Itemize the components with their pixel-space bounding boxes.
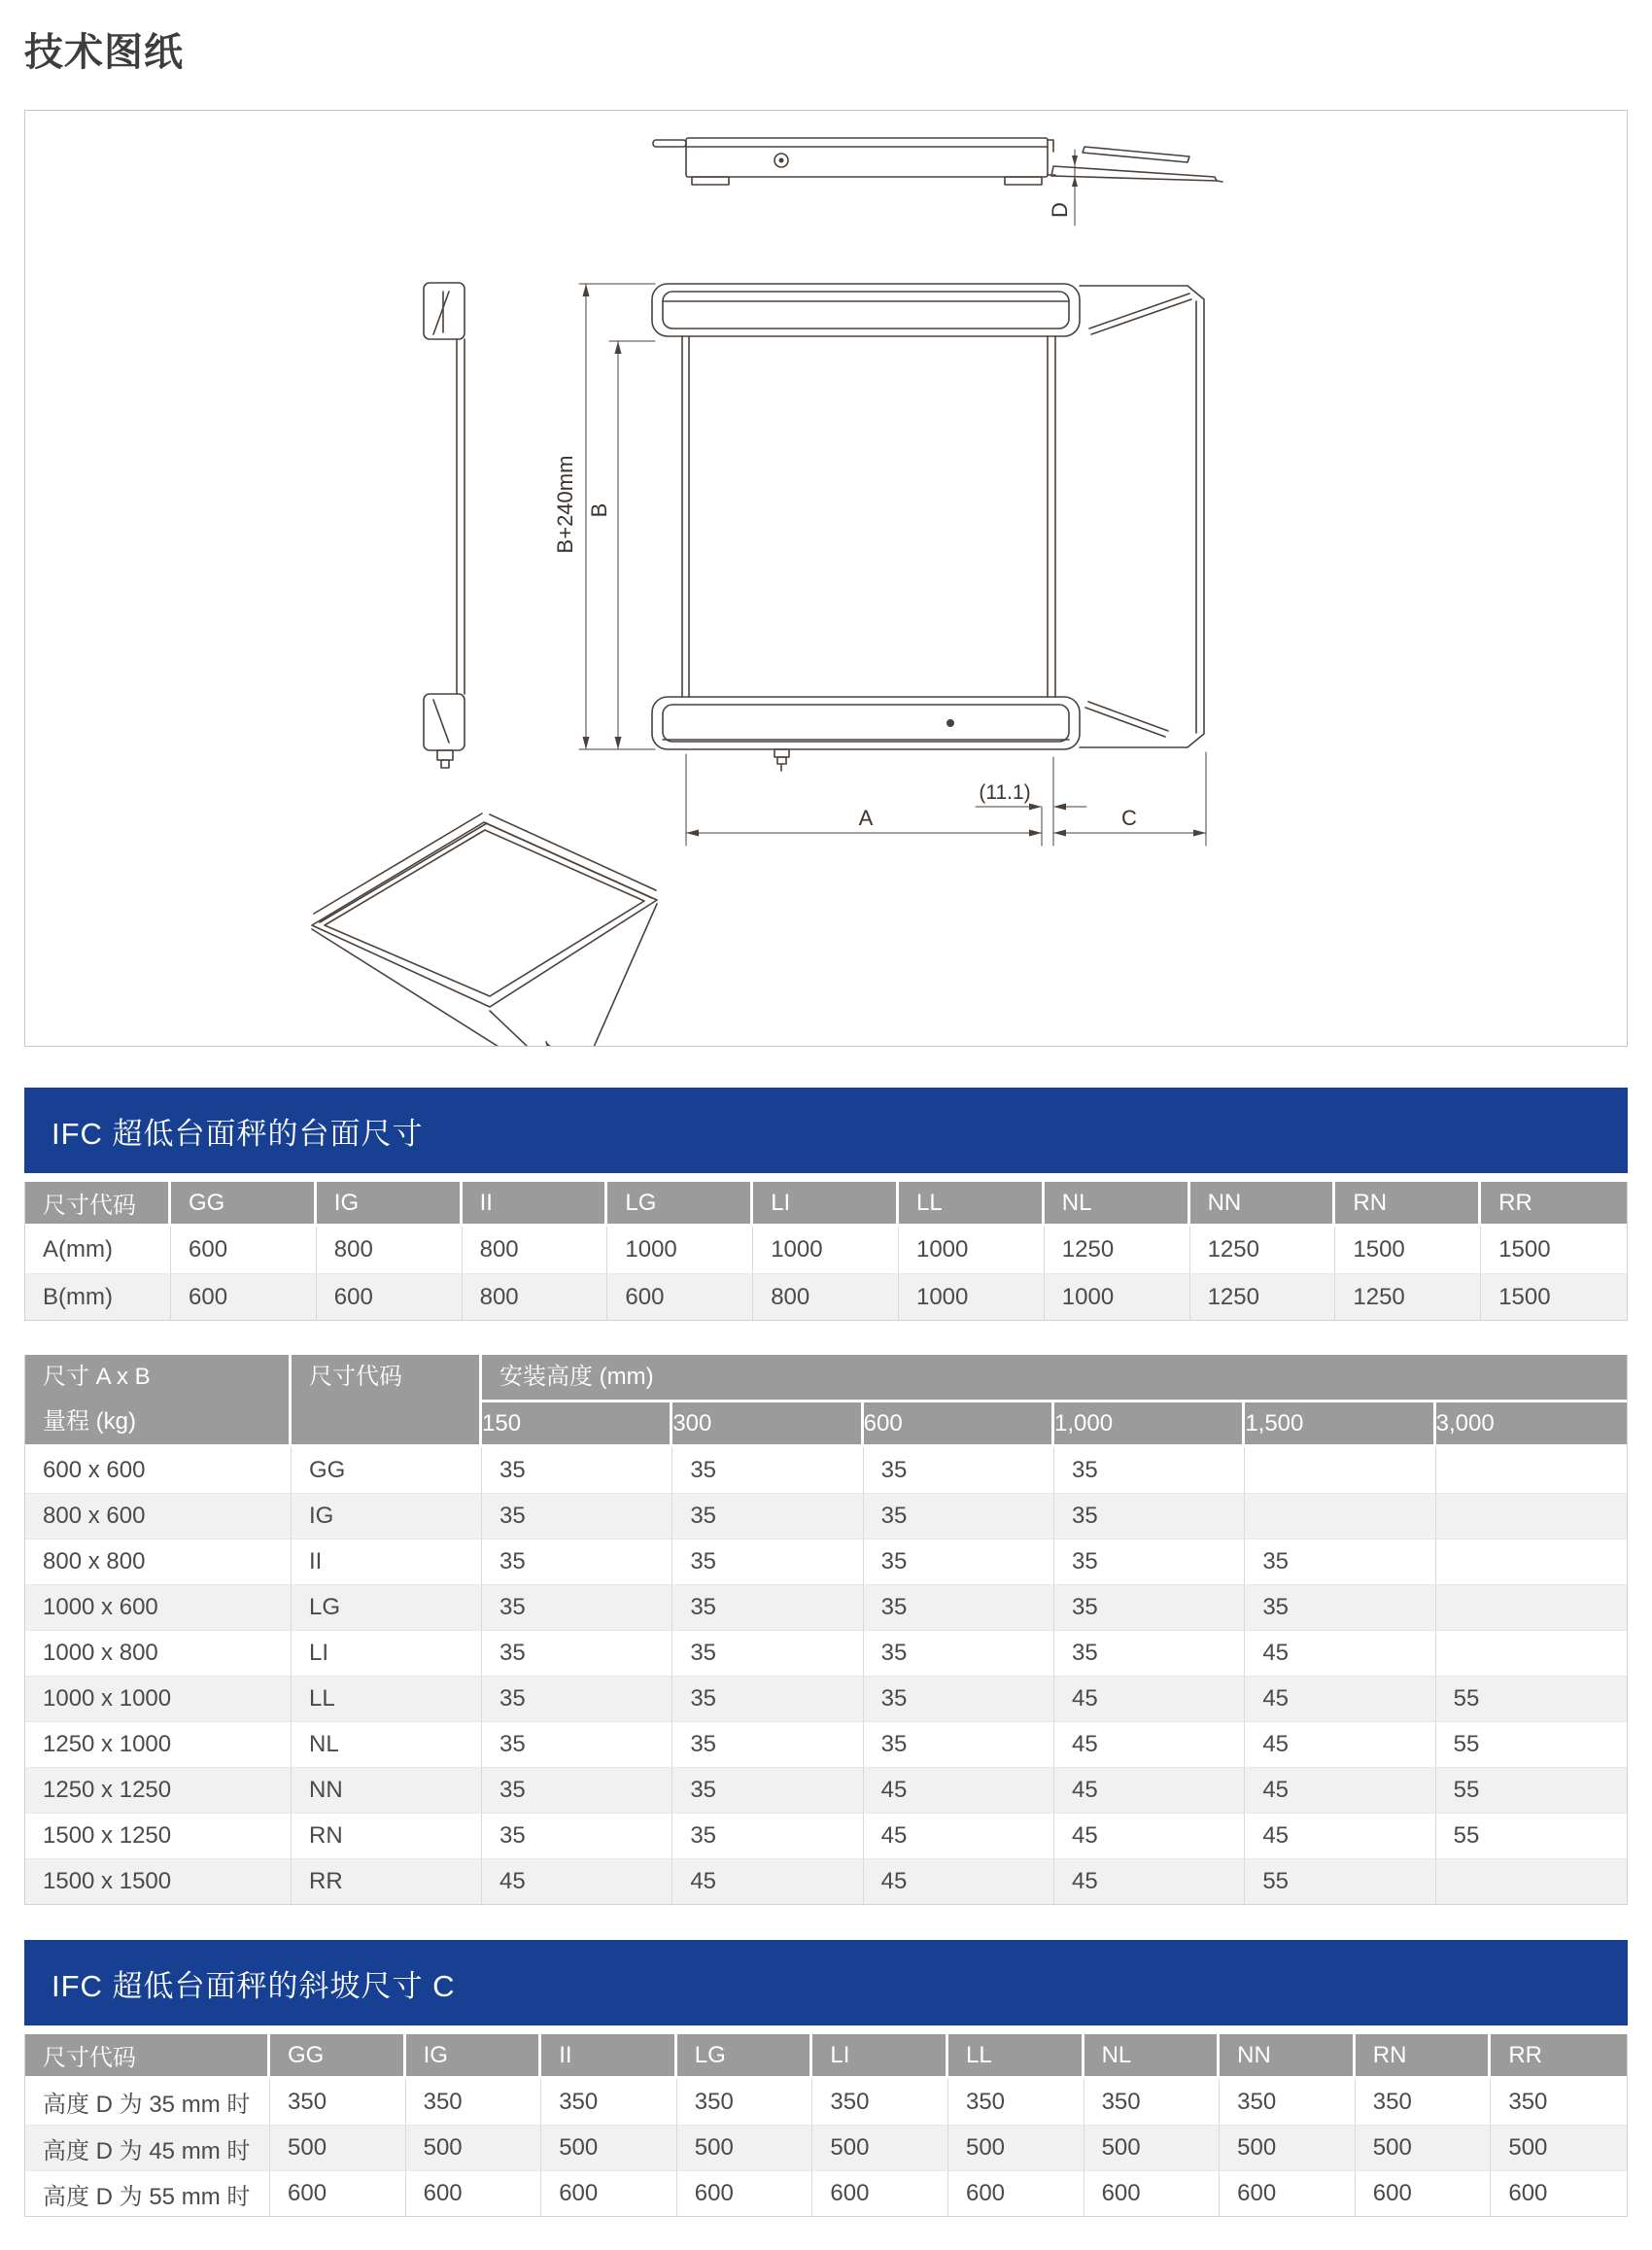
dimension-label-c: C — [1121, 806, 1137, 830]
dimension-label-a: A — [858, 806, 874, 830]
header-code-label: 尺寸代码 — [309, 1364, 402, 1390]
header-cell-LG: LG — [677, 2034, 813, 2079]
technical-drawing-panel — [24, 110, 1628, 1047]
value-cell: 350 — [948, 2079, 1084, 2125]
code-cell: NN — [292, 1767, 482, 1813]
value-cell: 55 — [1436, 1676, 1627, 1721]
platform-dimensions-table-wrap — [24, 1182, 1628, 1321]
value-cell: 1250 — [1335, 1273, 1481, 1320]
value-cell: 1500 — [1498, 1236, 1551, 1263]
value-cell: 55 — [1245, 1858, 1435, 1904]
header-cell-height-600: 600 — [864, 1402, 1054, 1447]
code-cell: LL — [292, 1676, 482, 1721]
dimension-label-offset: (11.1) — [979, 781, 1031, 804]
value-cell: 600 — [317, 1273, 463, 1320]
header-cell-height-1000: 1,000 — [1054, 1402, 1245, 1447]
value-cell: 55 — [1436, 1813, 1627, 1858]
table-row — [25, 1858, 1627, 1904]
value-cell: 800 — [317, 1227, 463, 1273]
value-cell: 45 — [482, 1858, 672, 1904]
table-row — [25, 2125, 1627, 2170]
value-cell: 600 — [171, 1227, 317, 1273]
header-cell-II: II — [541, 2034, 677, 2079]
value-cell — [1436, 1447, 1627, 1493]
value-cell: 1500 — [1481, 1273, 1627, 1320]
value-cell: 600 — [1084, 2170, 1221, 2216]
value-cell: 500 — [1491, 2125, 1627, 2170]
table-row — [25, 2170, 1627, 2216]
dimension-label-d: D — [1048, 202, 1072, 218]
value-cell: 1250 — [1190, 1273, 1336, 1320]
value-cell: 35 — [482, 1767, 672, 1813]
value-cell: 35 — [864, 1676, 1054, 1721]
row-label-cell: 高度 D 为 55 mm 时 — [25, 2170, 270, 2216]
value-cell: 35 — [864, 1584, 1054, 1630]
value-cell: 500 — [677, 2125, 813, 2170]
value-cell: 35 — [482, 1813, 672, 1858]
value-cell: 500 — [1356, 2125, 1492, 2170]
table-row — [25, 1227, 1627, 1273]
header-cell-code: 尺寸代码 — [25, 2034, 270, 2079]
size-cell: 1250 x 1000 — [25, 1721, 292, 1767]
value-cell: 600 — [1491, 2170, 1627, 2216]
code-cell: LI — [292, 1630, 482, 1676]
row-label-cell: 高度 D 为 35 mm 时 — [25, 2079, 270, 2125]
header-cell-size — [25, 1355, 292, 1447]
value-cell: 800 — [463, 1227, 608, 1273]
value-cell: 350 — [1084, 2079, 1221, 2125]
side-view-pin — [653, 140, 686, 147]
table-header-row — [25, 1182, 1627, 1227]
value-cell: 1000 — [899, 1227, 1045, 1273]
value-cell: 45 — [1245, 1676, 1435, 1721]
size-cell: 1000 x 600 — [25, 1584, 292, 1630]
value-cell: 35 — [482, 1676, 672, 1721]
header-cell-NN: NN — [1190, 1182, 1336, 1227]
value-cell: 800 — [753, 1273, 899, 1320]
value-cell: 45 — [864, 1767, 1054, 1813]
header-group-label: 安装高度 (mm) — [499, 1364, 654, 1390]
row-label-cell: A(mm) — [25, 1227, 171, 1273]
value-cell: 45 — [1054, 1721, 1245, 1767]
side-view-foot-right — [1005, 177, 1042, 185]
value-cell: 500 — [1220, 2125, 1356, 2170]
section-title-text: IFC 超低台面秤的斜坡尺寸 C — [52, 1968, 456, 2003]
code-cell: RN — [292, 1813, 482, 1858]
value-cell: 45 — [1054, 1676, 1245, 1721]
value-cell: 350 — [541, 2079, 677, 2125]
value-cell: 35 — [482, 1721, 672, 1767]
value-cell: 35 — [672, 1676, 863, 1721]
ramp-dimensions-table-wrap — [24, 2034, 1628, 2217]
header-cell-LG: LG — [607, 1182, 753, 1227]
technical-drawing — [25, 111, 1627, 1046]
size-cell: 1000 x 1000 — [25, 1676, 292, 1721]
install-height-table-wrap — [24, 1355, 1628, 1905]
value-cell: 35 — [864, 1630, 1054, 1676]
value-cell: 600 — [948, 2170, 1084, 2216]
ramp-dimensions-table — [25, 2034, 1627, 2216]
ramp-lip — [1083, 147, 1189, 162]
table-row — [25, 1493, 1627, 1539]
header-size-label: 尺寸 A x B — [43, 1364, 151, 1390]
value-cell: 55 — [1436, 1721, 1627, 1767]
value-cell: 350 — [1356, 2079, 1492, 2125]
dimension-label-b-plus-240: B+240mm — [553, 455, 577, 554]
value-cell: 600 — [1356, 2170, 1492, 2216]
dimension-label-b: B — [587, 502, 611, 518]
value-cell: 800 — [463, 1273, 608, 1320]
platform-dimensions-table — [25, 1182, 1627, 1320]
value-cell: 45 — [1054, 1858, 1245, 1904]
header-cell-LI: LI — [753, 1182, 899, 1227]
size-cell: 600 x 600 — [25, 1447, 292, 1493]
header-cell-height-300: 300 — [672, 1402, 863, 1447]
value-cell — [1245, 1447, 1435, 1493]
value-cell: 1250 — [1190, 1227, 1336, 1273]
value-cell: 45 — [1245, 1767, 1435, 1813]
code-cell: GG — [292, 1447, 482, 1493]
table-row — [25, 1447, 1627, 1493]
value-cell: 500 — [1084, 2125, 1221, 2170]
value-cell: 350 — [677, 2079, 813, 2125]
size-cell: 1250 x 1250 — [25, 1767, 292, 1813]
value-cell: 35 — [672, 1493, 863, 1539]
ramp-surface — [1051, 166, 1217, 181]
value-cell — [1436, 1584, 1627, 1630]
table-header-row — [25, 2034, 1627, 2079]
header-cell-RR: RR — [1491, 2034, 1627, 2079]
plan-right-frame — [1080, 286, 1204, 747]
header-cell-LL: LL — [899, 1182, 1045, 1227]
page-title: 技术图纸 — [24, 31, 184, 74]
value-cell: 600 — [541, 2170, 677, 2216]
header-cell-code: 尺寸代码 — [25, 1182, 171, 1227]
value-cell: 45 — [1054, 1813, 1245, 1858]
section-title-platform-dimensions — [24, 1088, 1628, 1173]
header-capacity-label: 量程 (kg) — [43, 1408, 136, 1435]
value-cell: 45 — [1054, 1767, 1245, 1813]
code-cell: NL — [292, 1721, 482, 1767]
value-cell: 35 — [672, 1539, 863, 1584]
table-row — [25, 2079, 1627, 2125]
value-cell: 350 — [406, 2079, 542, 2125]
value-cell: 35 — [482, 1493, 672, 1539]
value-cell: 35 — [1054, 1493, 1245, 1539]
size-cell: 800 x 600 — [25, 1493, 292, 1539]
value-cell: 35 — [1245, 1584, 1435, 1630]
value-cell: 1000 — [899, 1273, 1045, 1320]
header-cell-NL: NL — [1084, 2034, 1221, 2079]
value-cell: 35 — [1245, 1539, 1435, 1584]
table-row — [25, 1539, 1627, 1584]
value-cell: 35 — [672, 1767, 863, 1813]
iso-ramp-edge-left — [312, 929, 559, 1046]
value-cell: 600 — [171, 1273, 317, 1320]
value-cell: 500 — [948, 2125, 1084, 2170]
value-cell: 350 — [1508, 2088, 1548, 2115]
value-cell: 500 — [406, 2125, 542, 2170]
code-cell: LG — [292, 1584, 482, 1630]
value-cell: 600 — [406, 2170, 542, 2216]
value-cell: 45 — [672, 1858, 863, 1904]
value-cell: 35 — [864, 1493, 1054, 1539]
value-cell: 45 — [1245, 1721, 1435, 1767]
value-cell: 35 — [482, 1584, 672, 1630]
header-cell-II: II — [463, 1182, 608, 1227]
value-cell: 35 — [672, 1630, 863, 1676]
header-cell-NN: NN — [1220, 2034, 1356, 2079]
value-cell: 600 — [1220, 2170, 1356, 2216]
table-header-row-top — [25, 1355, 1627, 1402]
header-cell-height-1500: 1,500 — [1245, 1402, 1435, 1447]
value-cell: 35 — [482, 1539, 672, 1584]
header-cell-height-150: 150 — [482, 1402, 672, 1447]
value-cell: 35 — [672, 1447, 863, 1493]
size-cell: 1500 x 1500 — [25, 1858, 292, 1904]
value-cell: 35 — [1054, 1447, 1245, 1493]
value-cell: 1000 — [1045, 1273, 1190, 1320]
value-cell: 45 — [1245, 1630, 1435, 1676]
value-cell: 500 — [270, 2125, 406, 2170]
row-label-cell: 高度 D 为 45 mm 时 — [25, 2125, 270, 2170]
table-row — [25, 1813, 1627, 1858]
value-cell: 45 — [864, 1813, 1054, 1858]
iso-platform — [312, 822, 657, 1007]
section-title-text: IFC 超低台面秤的台面尺寸 — [52, 1116, 424, 1151]
value-cell: 35 — [672, 1813, 863, 1858]
edge-view-bottom-bracket — [424, 694, 465, 750]
value-cell: 1000 — [753, 1227, 899, 1273]
value-cell: 1000 — [607, 1227, 753, 1273]
header-cell-NL: NL — [1045, 1182, 1190, 1227]
value-cell — [1436, 1539, 1627, 1584]
value-cell: 35 — [864, 1539, 1054, 1584]
header-cell-height-3000: 3,000 — [1436, 1402, 1627, 1447]
value-cell: 600 — [270, 2170, 406, 2216]
code-cell: II — [292, 1539, 482, 1584]
value-cell: 350 — [1220, 2079, 1356, 2125]
header-cell-IG: IG — [317, 1182, 463, 1227]
header-cell-LL: LL — [948, 2034, 1084, 2079]
header-cell-RN: RN — [1356, 2034, 1492, 2079]
section-title-ramp-dimensions — [24, 1940, 1628, 2025]
value-cell: 600 — [677, 2170, 813, 2216]
value-cell: 500 — [541, 2125, 677, 2170]
value-cell: 45 — [1245, 1813, 1435, 1858]
value-cell: 600 — [812, 2170, 948, 2216]
table-row — [25, 1767, 1627, 1813]
value-cell: 35 — [482, 1447, 672, 1493]
value-cell: 35 — [672, 1584, 863, 1630]
size-cell: 1000 x 800 — [25, 1630, 292, 1676]
row-label-cell: B(mm) — [25, 1273, 171, 1320]
size-cell: 800 x 800 — [25, 1539, 292, 1584]
table-row — [25, 1584, 1627, 1630]
table-row — [25, 1630, 1627, 1676]
value-cell: 55 — [1436, 1767, 1627, 1813]
table-row — [25, 1721, 1627, 1767]
install-height-table — [25, 1355, 1627, 1904]
side-view-foot-left — [692, 177, 729, 185]
value-cell: 35 — [1054, 1539, 1245, 1584]
value-cell — [1436, 1630, 1627, 1676]
header-cell-RN: RN — [1335, 1182, 1481, 1227]
edge-view-top-bracket — [424, 283, 465, 339]
header-cell-IG: IG — [406, 2034, 542, 2079]
value-cell: 35 — [672, 1721, 863, 1767]
header-cell-install-height-group — [482, 1355, 1627, 1402]
value-cell: 600 — [607, 1273, 753, 1320]
code-cell: RR — [292, 1858, 482, 1904]
value-cell — [1245, 1493, 1435, 1539]
header-cell-LI: LI — [812, 2034, 948, 2079]
header-cell-RR: RR — [1481, 1182, 1627, 1227]
value-cell: 350 — [812, 2079, 948, 2125]
value-cell: 1250 — [1045, 1227, 1190, 1273]
code-cell: IG — [292, 1493, 482, 1539]
value-cell: 35 — [1054, 1584, 1245, 1630]
header-cell-GG: GG — [270, 2034, 406, 2079]
value-cell — [1436, 1493, 1627, 1539]
side-view-body — [686, 138, 1048, 177]
header-cell-GG: GG — [171, 1182, 317, 1227]
header-cell-code — [292, 1355, 482, 1447]
table-row — [25, 1676, 1627, 1721]
value-cell: 35 — [482, 1630, 672, 1676]
size-cell: 1500 x 1250 — [25, 1813, 292, 1858]
value-cell: 45 — [864, 1858, 1054, 1904]
value-cell: 350 — [270, 2079, 406, 2125]
table-row — [25, 1273, 1627, 1320]
value-cell — [1436, 1858, 1627, 1904]
value-cell: 35 — [864, 1721, 1054, 1767]
value-cell: 35 — [1054, 1630, 1245, 1676]
value-cell: 35 — [864, 1447, 1054, 1493]
value-cell: 500 — [812, 2125, 948, 2170]
value-cell: 1500 — [1335, 1227, 1481, 1273]
